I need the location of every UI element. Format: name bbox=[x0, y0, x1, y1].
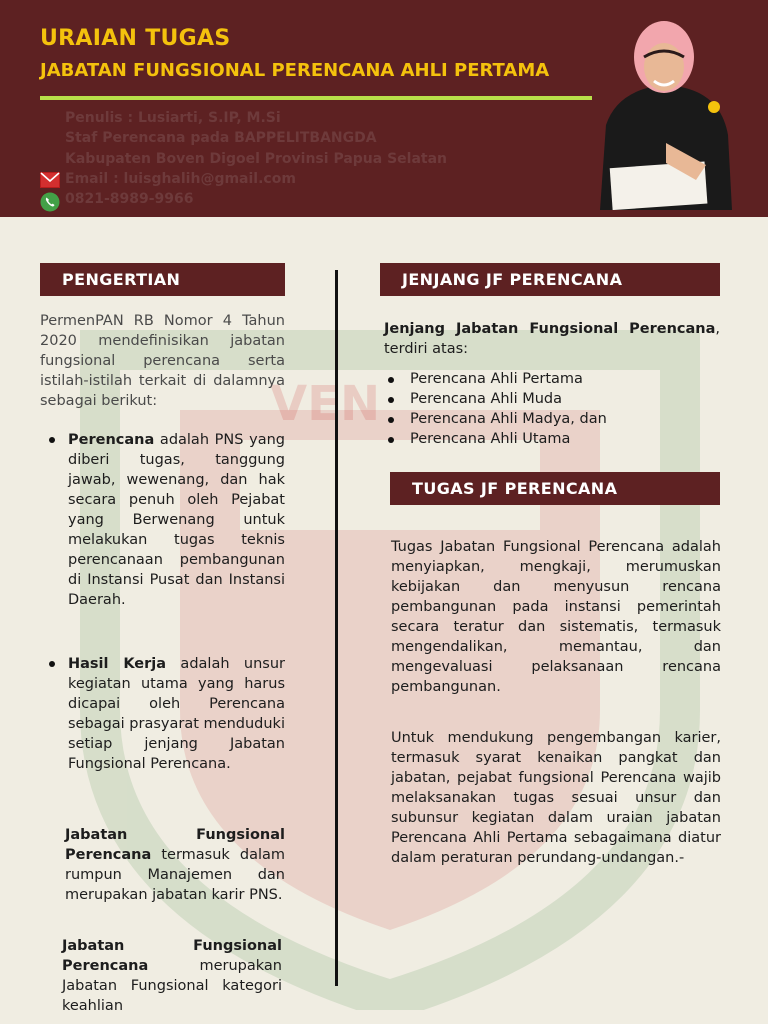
header-band bbox=[0, 0, 768, 217]
list-item: Perencana Ahli Muda bbox=[384, 389, 720, 409]
page-subtitle: JABATAN FUNGSIONAL PERENCANA AHLI PERTAMA bbox=[40, 60, 550, 81]
column-divider bbox=[335, 270, 338, 986]
paragraph-kategori bbox=[62, 936, 282, 1016]
paragraph-term: Jabatan Fungsional Perencana bbox=[62, 938, 282, 974]
list-item: Perencana Ahli Pertama bbox=[384, 369, 720, 389]
watermark-text: VEN bbox=[270, 376, 381, 432]
list-item: Perencana Ahli Utama bbox=[384, 429, 720, 449]
tugas-paragraph-2: Untuk mendukung pengembangan karier, termasuk syarat kenaikan pangkat dan jabatan, pejabat fungsional Perencana wajib melaksanakan tugas sesuai unsur dan subunsur kegiatan dalam uraian jabatan Perencana Ahli Pertama sebagaimana diatur dalam peraturan perundang-undangan.- bbox=[391, 730, 721, 866]
author-phone[interactable]: 0821-8989-9966 bbox=[65, 191, 194, 207]
author-photo bbox=[596, 15, 736, 210]
pengertian-intro: PermenPAN RB Nomor 4 Tahun 2020 mendefinisikan jabatan fungsional perencana serta istilah-istilah terkait di dalamnya sebagai berikut: bbox=[40, 313, 285, 409]
paragraph-term: Jabatan Fungsional Perencana bbox=[65, 827, 285, 863]
title-underline bbox=[40, 96, 592, 100]
definition-text: adalah unsur kegiatan utama yang harus dicapai oleh Perencana sebagai prasyarat menduduki setiap jenjang Jabatan Fungsional Perencana. bbox=[68, 656, 285, 772]
tugas-paragraph-1: Tugas Jabatan Fungsional Perencana adalah menyiapkan, mengkaji, merumuskan kebijakan dan menyusun rencana pembangunan pada instansi pemerintah secara teratur dan sistematis, termasuk mengendalikan, memantau, dan mengevaluasi pelaksanaan rencana pembangunan. bbox=[391, 539, 721, 695]
email-icon bbox=[40, 172, 60, 188]
author-position: Staf Perencana pada BAPPELITBANGDA bbox=[65, 130, 377, 146]
bullet-dot bbox=[49, 437, 55, 443]
page-title: URAIAN TUGAS bbox=[40, 26, 231, 51]
author-name: Penulis : Lusiarti, S.IP, M.Si bbox=[65, 110, 281, 126]
list-item: Perencana Ahli Madya, dan bbox=[384, 409, 720, 429]
phone-icon bbox=[40, 192, 60, 212]
section-header-jenjang: JENJANG JF PERENCANA bbox=[380, 263, 720, 296]
jenjang-term: Jenjang Jabatan Fungsional Perencana bbox=[384, 321, 716, 337]
paragraph-text: termasuk dalam rumpun Manajemen dan merupakan jabatan karir PNS. bbox=[65, 847, 285, 903]
author-region: Kabupaten Boven Digoel Provinsi Papua Selatan bbox=[65, 151, 448, 167]
paragraph-text: merupakan Jabatan Fungsional kategori keahlian bbox=[62, 958, 282, 1014]
section-header-pengertian: PENGERTIAN bbox=[40, 263, 285, 296]
definition-term: Hasil Kerja bbox=[68, 656, 167, 672]
definition-perencana bbox=[68, 430, 285, 610]
paragraph-rumpun bbox=[65, 825, 285, 905]
definition-hasil-kerja bbox=[68, 654, 285, 774]
definition-text: adalah PNS yang diberi tugas, tanggung jawab, wewenang, dan hak secara penuh oleh Pejabat yang Berwenang untuk melakukan tugas teknis perencanaan pembangunan di Instansi Pusat dan Instansi Daerah. bbox=[68, 432, 285, 608]
definition-term: Perencana bbox=[68, 432, 155, 448]
jenjang-intro-text: , terdiri atas: bbox=[384, 321, 720, 357]
jenjang-list bbox=[384, 369, 720, 449]
section-header-tugas: TUGAS JF PERENCANA bbox=[390, 472, 720, 505]
author-email[interactable]: Email : luisghalih@gmail.com bbox=[65, 171, 296, 187]
bullet-dot bbox=[49, 661, 55, 667]
jenjang-intro bbox=[384, 319, 720, 359]
